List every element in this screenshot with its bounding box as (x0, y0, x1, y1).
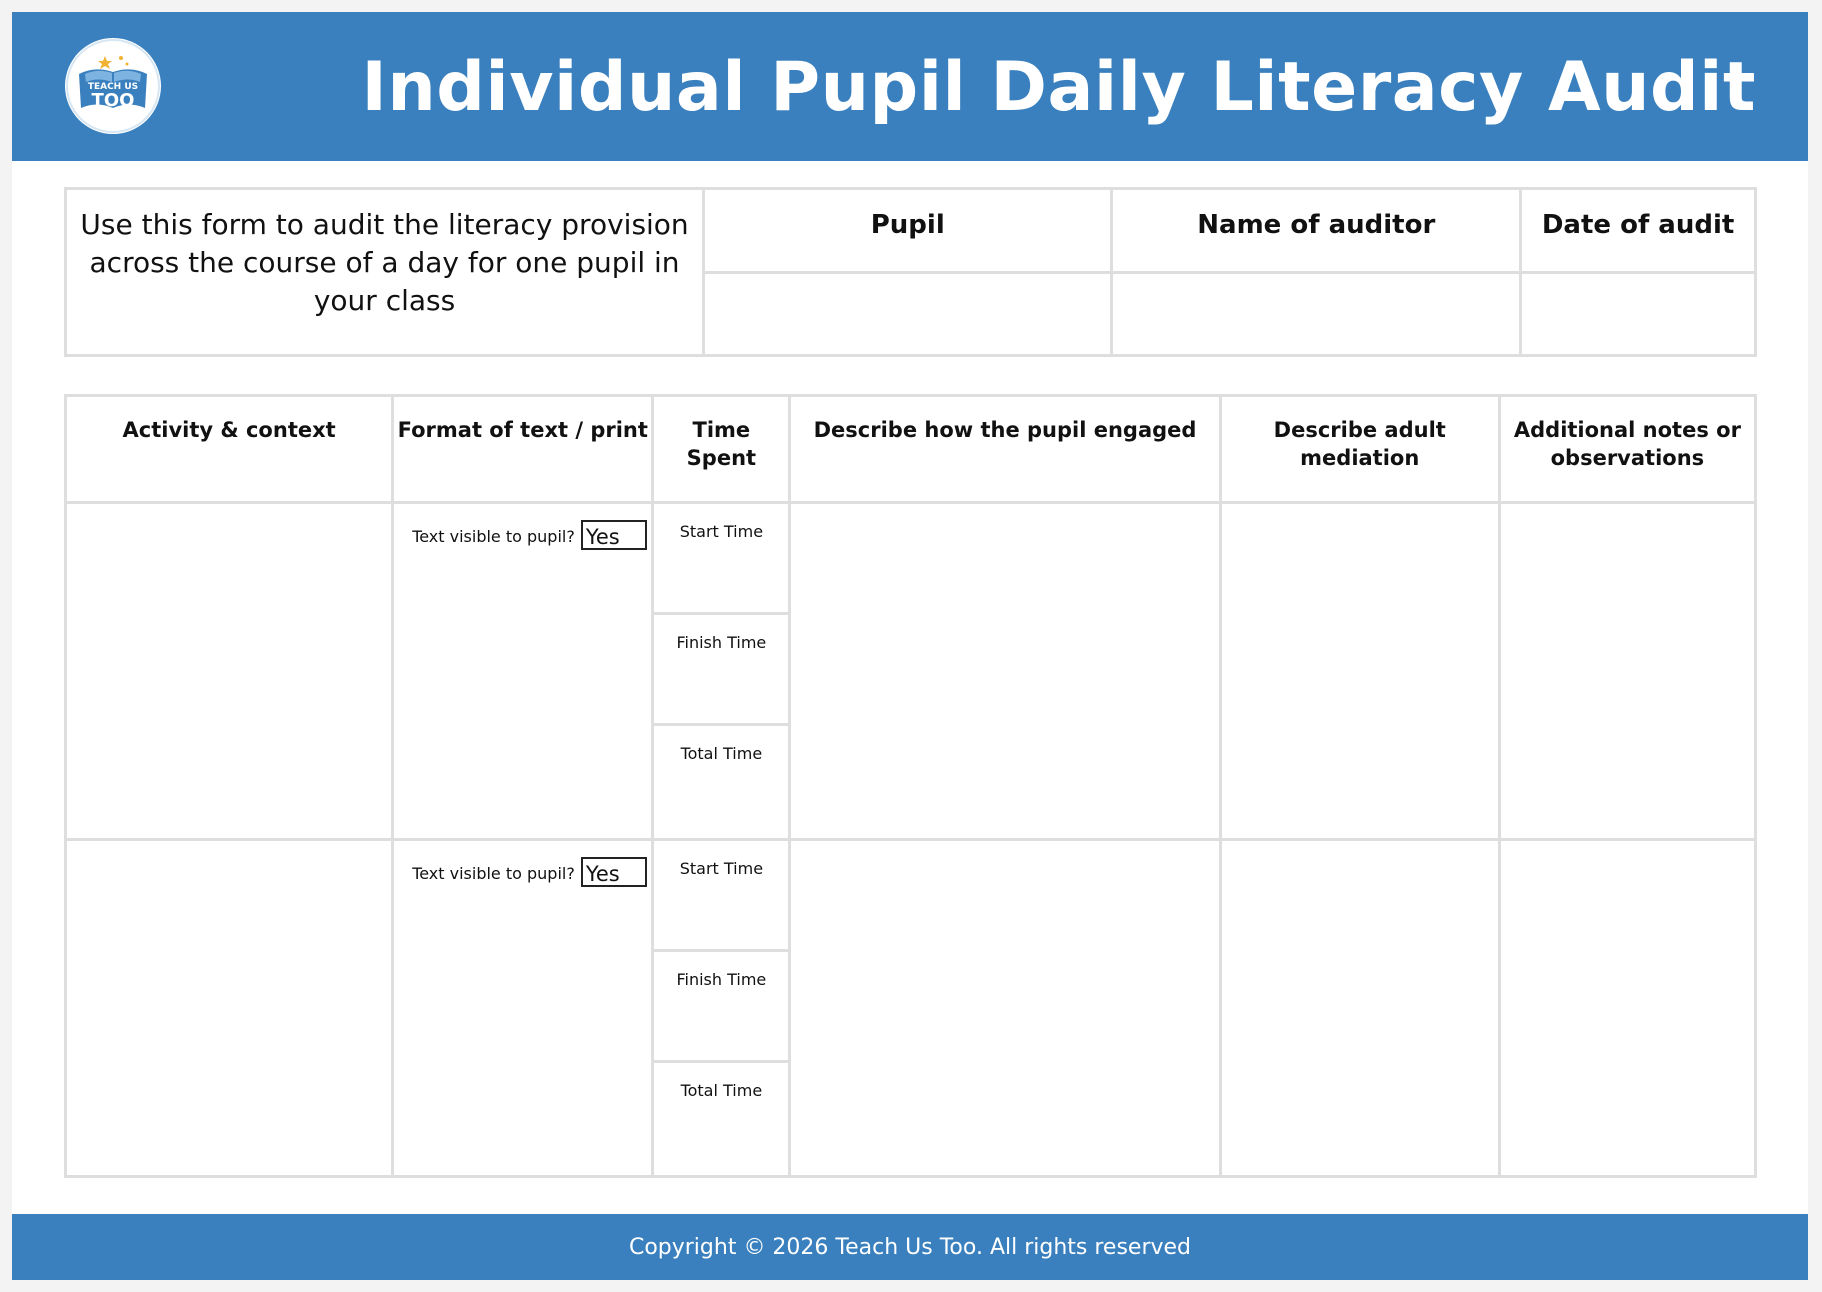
notes-cell[interactable] (1499, 503, 1755, 840)
text-visible-select[interactable]: Yes (581, 520, 647, 550)
intro-text: Use this form to audit the literacy provision across the course of a day for one pupil in your class (80, 208, 689, 317)
time-cell (653, 840, 790, 1177)
table-row (66, 503, 1756, 840)
pupil-field[interactable] (704, 272, 1112, 356)
header-banner (12, 12, 1808, 161)
text-visible-select[interactable]: Yes (581, 857, 647, 887)
time-cell (653, 503, 790, 840)
copyright-text: Copyright © 2026 Teach Us Too. All rights reserved (628, 1234, 1192, 1260)
text-visible-label: Text visible to pupil? (412, 526, 575, 546)
finish-time-field[interactable]: Finish Time (654, 615, 788, 726)
auditor-field[interactable] (1112, 272, 1521, 356)
activity-cell[interactable] (66, 840, 393, 1177)
finish-time-field[interactable]: Finish Time (654, 952, 788, 1063)
format-cell (393, 503, 653, 840)
notes-cell[interactable] (1499, 840, 1755, 1177)
col-header-format: Format of text / print (393, 396, 653, 503)
footer-banner (12, 1214, 1808, 1280)
logo-text-line2: TOO (91, 90, 135, 111)
page-title: Individual Pupil Daily Literacy Audit (361, 48, 1756, 127)
total-time-field[interactable]: Total Time (680, 1081, 763, 1100)
pupil-header-label: Pupil (870, 210, 945, 240)
engaged-cell[interactable] (790, 503, 1220, 840)
literacy-audit-table (64, 394, 1757, 1178)
date-header-label: Date of audit (1541, 210, 1735, 240)
start-time-field[interactable]: Start Time (654, 841, 788, 952)
total-time-field[interactable]: Total Time (680, 744, 763, 763)
engaged-cell[interactable] (790, 840, 1220, 1177)
mediation-cell[interactable] (1220, 503, 1499, 840)
date-field[interactable] (1521, 272, 1756, 356)
format-cell (393, 840, 653, 1177)
text-visible-label: Text visible to pupil? (412, 863, 575, 883)
table-row (66, 840, 1756, 1177)
date-header (1521, 189, 1756, 273)
activity-cell[interactable] (66, 503, 393, 840)
auditor-header-label: Name of auditor (1197, 210, 1436, 240)
col-header-notes: Additional notes or observations (1499, 396, 1755, 503)
mediation-cell[interactable] (1220, 840, 1499, 1177)
col-header-time: Time Spent (653, 396, 790, 503)
col-header-engaged: Describe how the pupil engaged (790, 396, 1220, 503)
teach-us-too-logo (65, 38, 161, 134)
audit-info-table (64, 187, 1757, 357)
start-time-field[interactable]: Start Time (654, 504, 788, 615)
book-logo-icon (65, 38, 161, 134)
pupil-header (704, 189, 1112, 273)
col-header-activity: Activity & context (66, 396, 393, 503)
auditor-header (1112, 189, 1521, 273)
table-header-row (66, 396, 1756, 503)
audit-page (12, 12, 1808, 1280)
col-header-mediation: Describe adult mediation (1220, 396, 1499, 503)
intro-text-cell (66, 189, 704, 356)
logo-text-line1: TEACH US (87, 82, 139, 92)
